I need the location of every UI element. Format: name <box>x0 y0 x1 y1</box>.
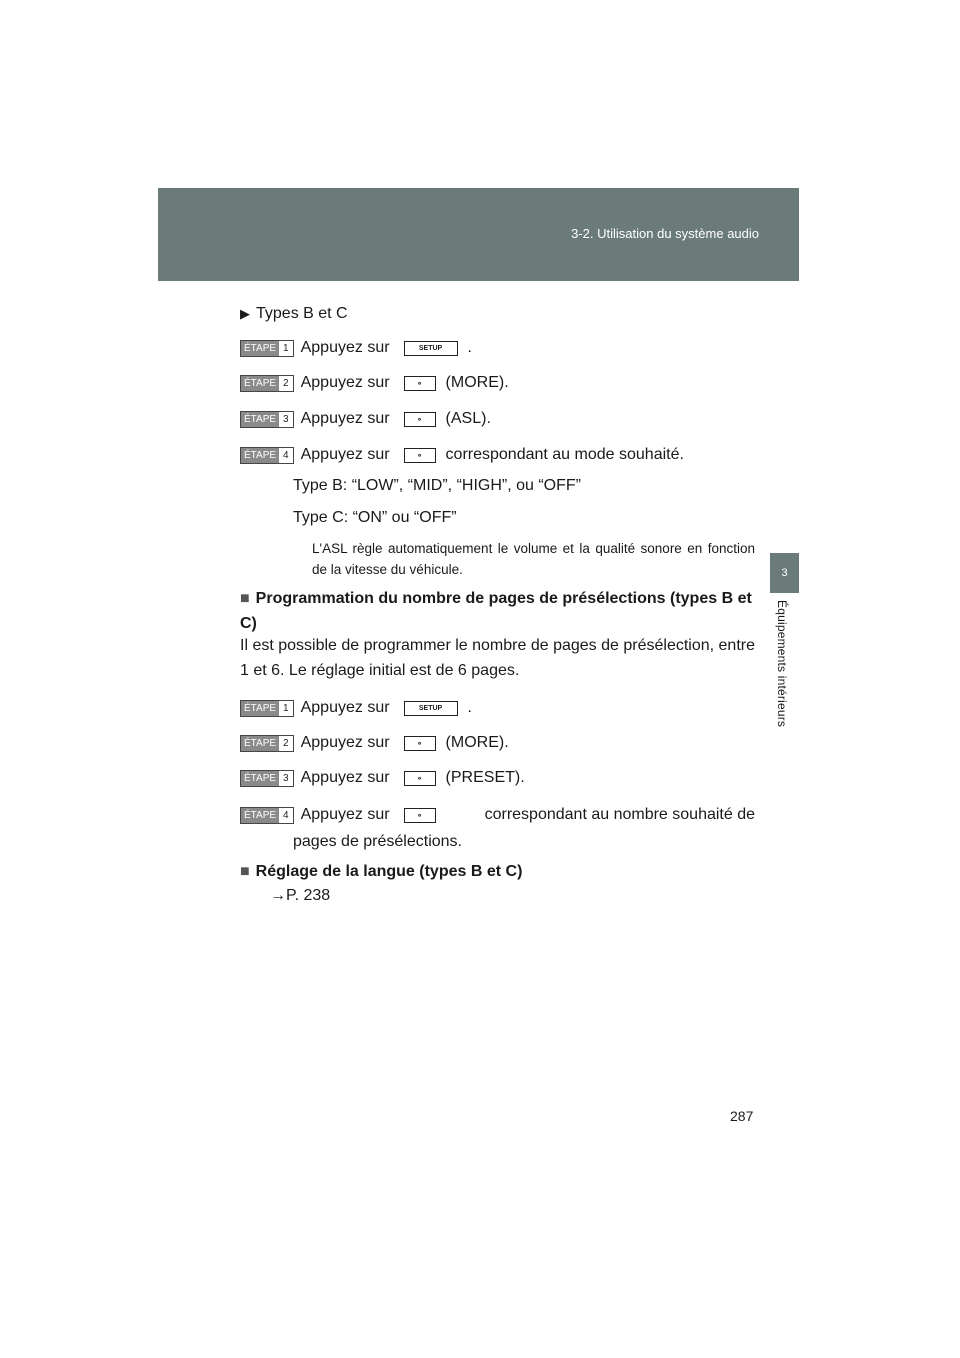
step-badge <box>240 807 294 824</box>
step-a2 <box>240 373 509 393</box>
page-reference-link[interactable]: →P. 238 <box>270 887 331 904</box>
page-number: 287 <box>730 1108 754 1124</box>
step-badge-label: ÉTAPE <box>241 808 279 823</box>
square-bullet-icon: ■ <box>240 863 250 880</box>
step-badge <box>240 700 294 717</box>
step-text: Appuyez sur <box>300 339 390 356</box>
step-b3 <box>240 768 525 788</box>
step-badge-label: ÉTAPE <box>241 376 279 391</box>
step-b1 <box>240 698 472 718</box>
header-band <box>158 188 799 281</box>
subheading-language <box>240 859 755 884</box>
step-badge-label: ÉTAPE <box>241 771 279 786</box>
chapter-label-text: Équipements intérieurs <box>775 600 789 728</box>
step-badge <box>240 375 294 392</box>
step-badge <box>240 411 294 428</box>
step-suffix: . <box>467 699 472 716</box>
step-b2 <box>240 733 509 753</box>
soft-button-icon: ∘ <box>404 771 436 786</box>
type-c-line: Type C: “ON” ou “OFF” <box>293 509 457 526</box>
step-a3 <box>240 409 491 429</box>
play-arrow-icon: ▶ <box>240 306 250 321</box>
step-badge-number: 1 <box>283 702 289 714</box>
step-badge-number: 3 <box>283 413 289 425</box>
step-badge <box>240 340 294 357</box>
step-badge-label: ÉTAPE <box>241 341 279 356</box>
section-title: Types B et C <box>256 305 348 322</box>
soft-button-icon: ∘ <box>404 376 436 391</box>
soft-button-icon: ∘ <box>404 736 436 751</box>
step-suffix: correspondant au nombre souhaité de <box>484 806 755 823</box>
step-badge <box>240 735 294 752</box>
soft-button-icon: ∘ <box>404 412 436 427</box>
step-badge <box>240 770 294 787</box>
step-badge-label: ÉTAPE <box>241 448 279 463</box>
setup-button-icon: SETUP <box>404 701 458 716</box>
step-badge-number: 2 <box>283 737 289 749</box>
step-badge <box>240 447 294 464</box>
step-text: Appuyez sur <box>300 699 390 716</box>
step-b4 <box>240 805 755 825</box>
step-text: Appuyez sur <box>300 734 390 751</box>
step-badge-number: 1 <box>283 342 289 354</box>
step-badge-number: 4 <box>283 449 289 461</box>
soft-button-icon: ∘ <box>404 448 436 463</box>
section-heading <box>240 305 348 323</box>
step-suffix: . <box>467 339 472 356</box>
step-suffix: (MORE). <box>445 374 509 391</box>
step-a1 <box>240 338 472 358</box>
step-text: Appuyez sur <box>300 374 390 391</box>
step-badge-label: ÉTAPE <box>241 736 279 751</box>
step-suffix: (ASL). <box>445 410 491 427</box>
type-b-line: Type B: “LOW”, “MID”, “HIGH”, ou “OFF” <box>293 477 581 494</box>
step-badge-label: ÉTAPE <box>241 701 279 716</box>
header-title: 3-2. Utilisation du système audio <box>571 226 759 241</box>
subheading-presets-text: Programmation du nombre de pages de présélections (types B et C) <box>240 590 752 632</box>
step-text: Appuyez sur <box>300 769 390 786</box>
step-text: Appuyez sur <box>300 410 390 427</box>
step-text: Appuyez sur <box>300 806 390 823</box>
step-badge-label: ÉTAPE <box>241 412 279 427</box>
subheading-language-text: Réglage de la langue (types B et C) <box>255 863 523 880</box>
step-text: Appuyez sur <box>300 446 390 463</box>
step-b4-continuation: pages de présélections. <box>293 833 462 850</box>
soft-button-icon: ∘ <box>404 808 436 823</box>
asl-note: L'ASL règle automatiquement le volume et la qualité sonore en fonction de la vitesse du véhicule. <box>312 541 755 577</box>
step-badge-number: 4 <box>283 809 289 821</box>
step-suffix: correspondant au mode souhaité. <box>445 446 684 463</box>
square-bullet-icon: ■ <box>240 590 250 607</box>
step-badge-number: 2 <box>283 377 289 389</box>
setup-button-icon: SETUP <box>404 341 458 356</box>
step-a4 <box>240 445 684 465</box>
presets-paragraph: Il est possible de programmer le nombre de pages de présélection, entre 1 et 6. Le réglage initial est de 6 pages. <box>240 637 755 679</box>
subheading-presets <box>240 586 755 636</box>
chapter-tab: 3 <box>770 553 799 593</box>
step-suffix: (PRESET). <box>445 769 525 786</box>
chapter-label <box>762 600 802 800</box>
step-badge-number: 3 <box>283 772 289 784</box>
step-suffix: (MORE). <box>445 734 509 751</box>
